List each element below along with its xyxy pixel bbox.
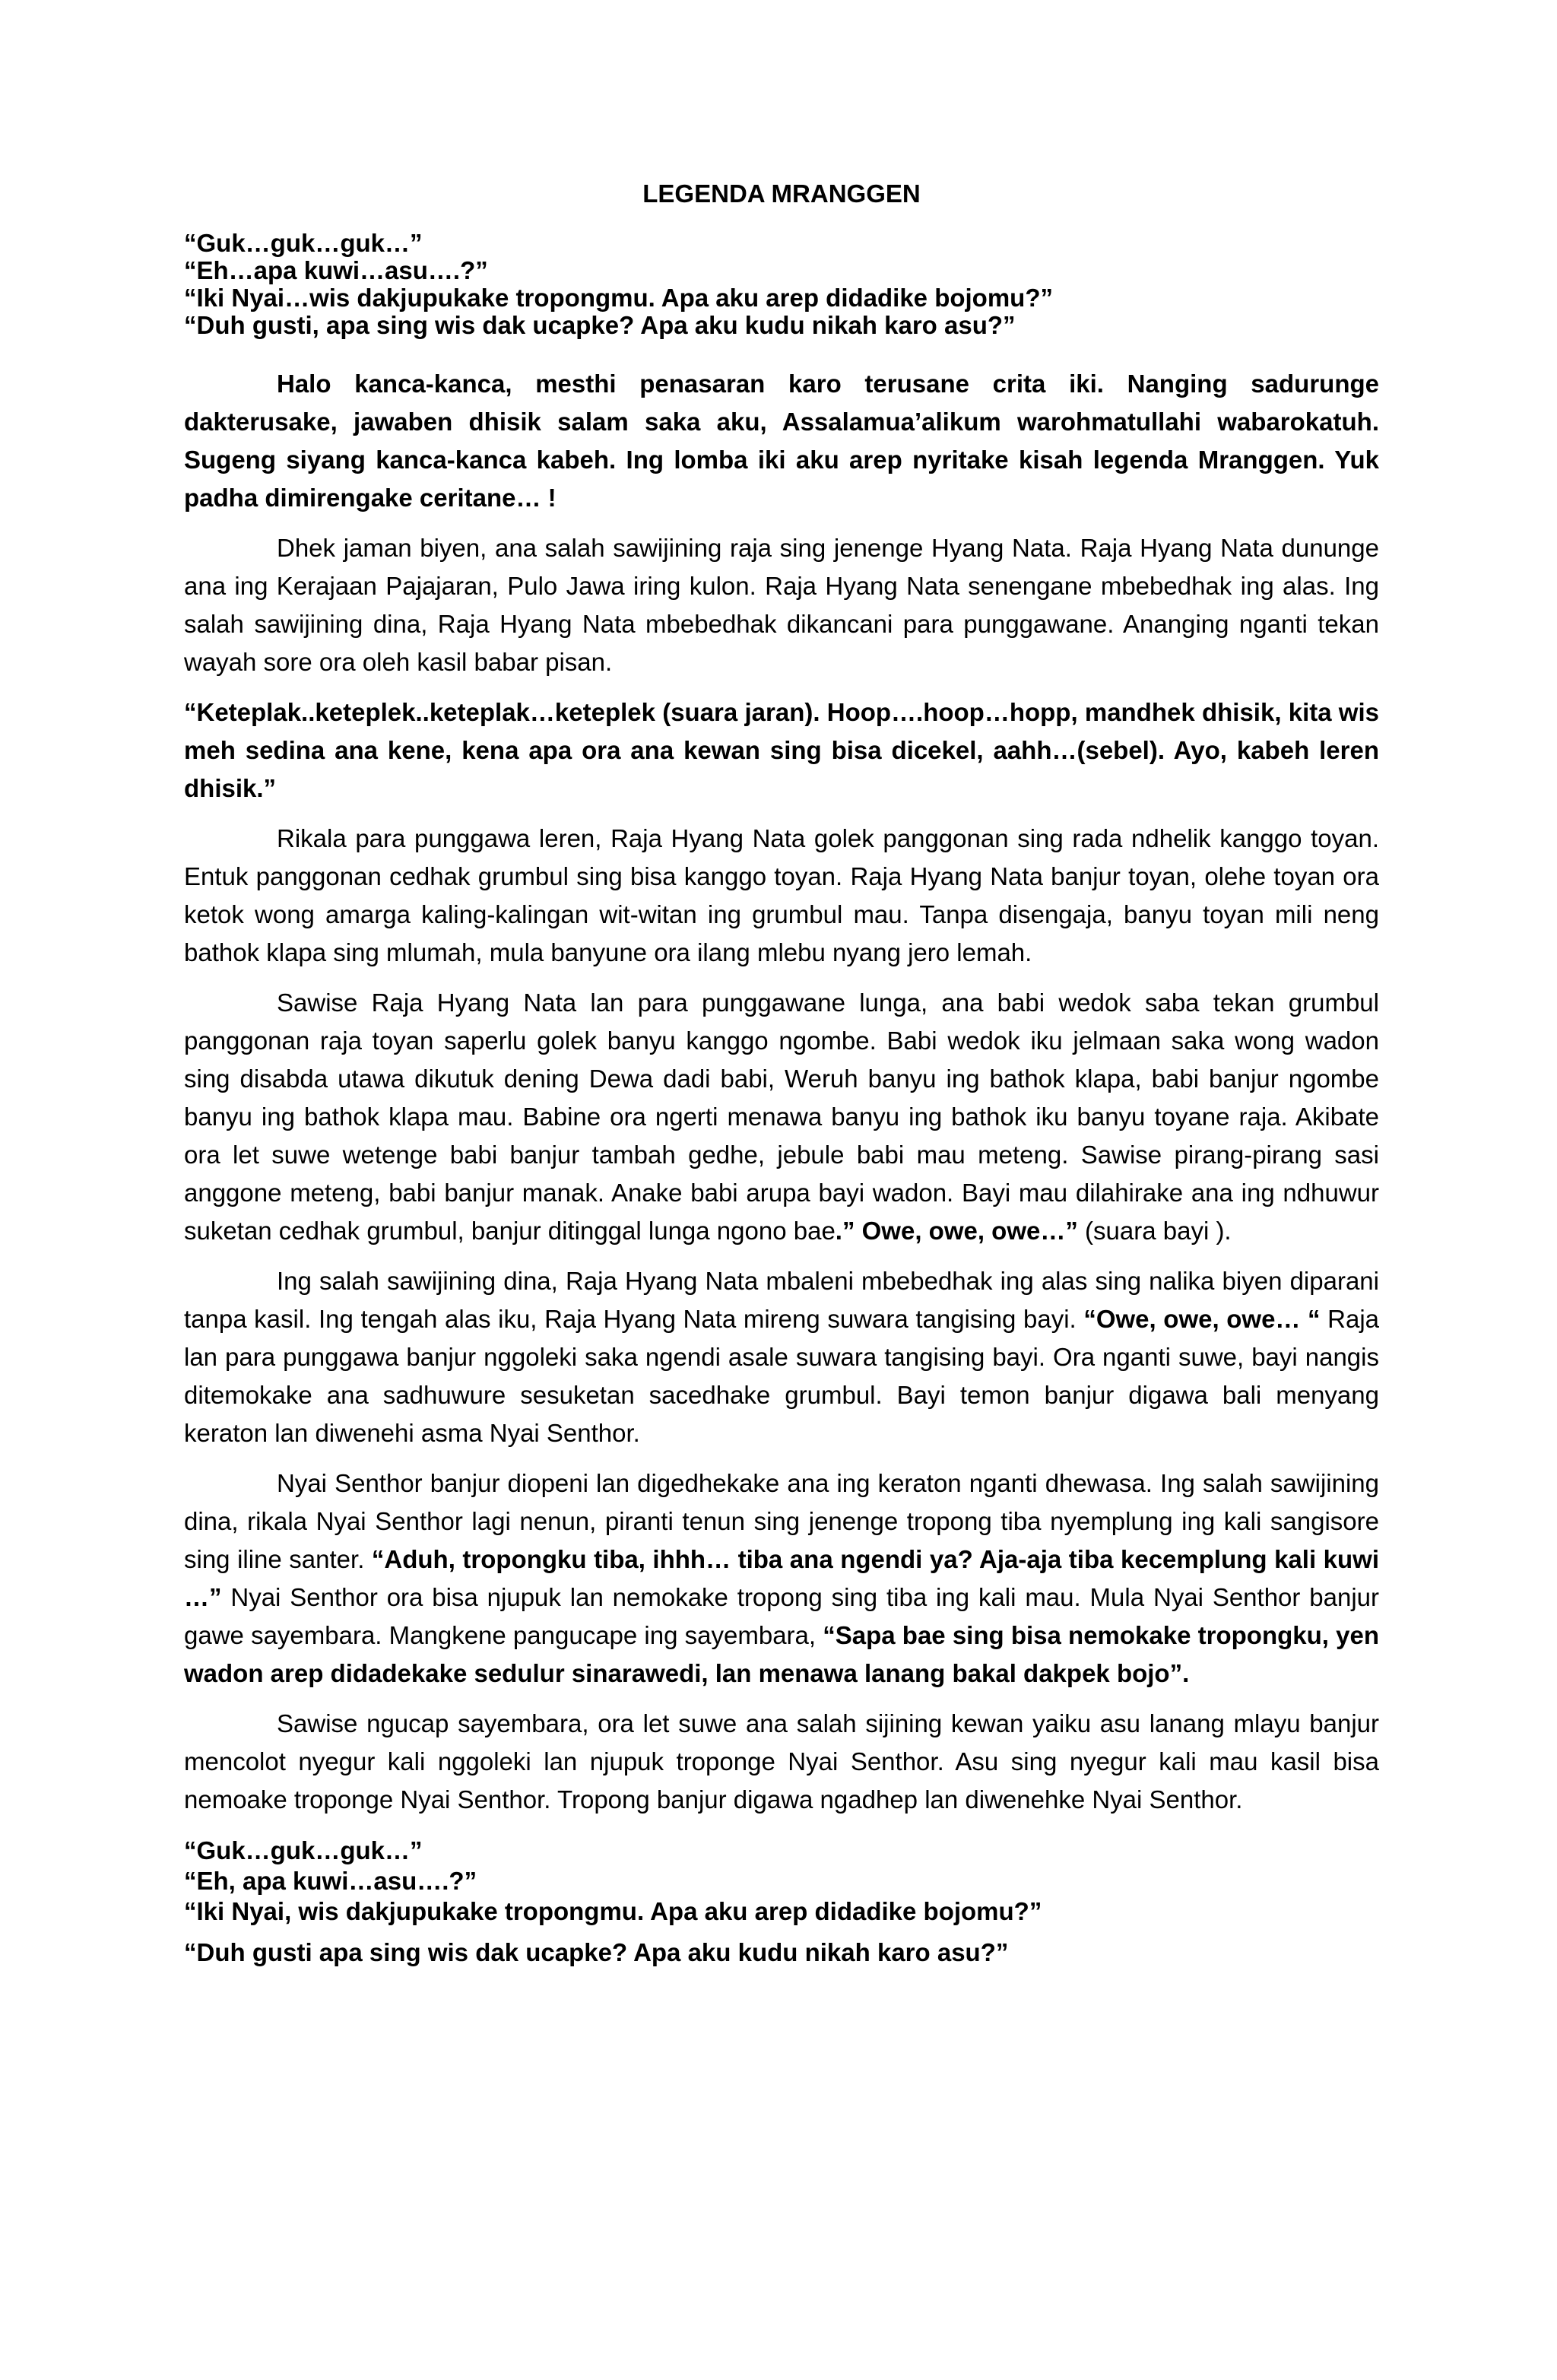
paragraph-3: Rikala para punggawa leren, Raja Hyang Nata golek panggonan sing rada ndhelik kanggo toyan. Entuk panggonan cedhak grumbul sing bisa kanggo toyan. Raja Hyang Nata banjur toyan, olehe toyan ora ketok wong amarga kaling-kalingan wit-witan ing grumbul mau. Tanpa disengaja, banyu toyan mili neng bathok klapa sing mlumah, mula banyune ora ilang mlebu nyang jero lemah. (184, 824, 1379, 966)
paragraph-4-baby-cry: .” Owe, owe, owe…” (835, 1217, 1078, 1245)
closing-dialog (184, 1836, 1379, 1968)
document-title: LEGENDA MRANGGEN (642, 179, 921, 208)
paragraph-6-text-a: Nyai Senthor banjur diopeni lan digedhekake ana ing keraton nganti dhewasa. Ing salah sawijining dina, rikala Nyai Senthor lagi nenun, piranti tenun sing jenenge tropong tiba nyemplung ing kali sangisore sing iline santer. (184, 1469, 1379, 1573)
paragraph-6-quote-2: “Sapa bae sing bisa nemokake tropongku, yen wadon arep didadekake sedulur sinarawedi, lan menawa lanang bakal dakpek bojo”. (184, 1621, 1379, 1687)
paragraph-6-text-b: Nyai Senthor ora bisa njupuk lan nemokake tropong sing tiba ing kali mau. Mula Nyai Senthor banjur gawe sayembara. Mangkene pangucape ing sayembara, (184, 1583, 1379, 1649)
opening-dialog (184, 230, 1379, 339)
paragraph-1: Dhek jaman biyen, ana salah sawijining raja sing jenenge Hyang Nata. Raja Hyang Nata dununge ana ing Kerajaan Pajajaran, Pulo Jawa iring kulon. Raja Hyang Nata senengane mbebedhak ing alas. Ing salah sawijining dina, Raja Hyang Nata mbebedhak dikancani para punggawane. Ananging nganti tekan wayah sore ora oleh kasil babar pisan. (184, 534, 1379, 676)
dialog-line: “Guk…guk…guk…” (184, 1836, 423, 1864)
paragraph-4-tail: (suara bayi ). (1077, 1217, 1232, 1245)
paragraph-7: Sawise ngucap sayembara, ora let suwe ana salah sijining kewan yaiku asu lanang mlayu banjur mencolot nyegur kali nggoleki lan njupuk troponge Nyai Senthor. Asu sing nyegur kali mau kasil bisa nemoake troponge Nyai Senthor. Tropong banjur digawa ngadhep lan diwenehke Nyai Senthor. (184, 1709, 1379, 1814)
dialog-line: “Duh gusti, apa sing wis dak ucapke? Apa aku kudu nikah karo asu?” (184, 311, 1016, 339)
paragraph-6 (184, 1464, 1379, 1693)
paragraph-6-quote-1: “Aduh, tropongku tiba, ihhh… tiba ana ngendi ya? Aja-aja tiba kecemplung kali kuwi …” (184, 1545, 1380, 1611)
paragraph-5-text-a: Ing salah sawijining dina, Raja Hyang Nata mbaleni mbebedhak ing alas sing nalika biyen diparani tanpa kasil. Ing tengah alas iku, Raja Hyang Nata mireng suwara tangising bayi. (184, 1267, 1379, 1333)
paragraph-4-text: Sawise Raja Hyang Nata lan para punggawane lunga, ana babi wedok saba tekan grumbul panggonan raja toyan saperlu golek banyu kanggo ngombe. Babi wedok iku jelmaan saka wong wadon sing disabda utawa dikutuk dening Dewa dadi babi, Weruh banyu ing bathok klapa, babi banjur ngombe banyu ing bathok klapa mau. Babine ora ngerti menawa banyu ing bathok iku banyu toyane raja. Akibate ora let suwe wetenge babi banjur tambah gedhe, jebule babi mau meteng. Sawise pirang-pirang sasi anggone meteng, babi banjur manak. Anake babi arupa bayi wadon. Bayi mau dilahirake ana ing ndhuwur suketan cedhak grumbul, banjur ditinggal lunga ngono bae (184, 988, 1379, 1245)
dialog-line: “Eh, apa kuwi…asu….?” (184, 1867, 477, 1895)
paragraph-5-baby-cry: “Owe, owe, owe… “ (1083, 1305, 1321, 1333)
dialog-line: “Duh gusti apa sing wis dak ucapke? Apa aku kudu nikah karo asu?” (184, 1938, 1009, 1966)
dialog-line: “Guk…guk…guk…” (184, 229, 423, 257)
dialog-line: “Iki Nyai, wis dakjupukake tropongmu. Apa aku arep didadike bojomu?” (184, 1897, 1042, 1925)
dialog-line: “Eh…apa kuwi…asu….?” (184, 256, 488, 284)
paragraph-5 (184, 1262, 1379, 1452)
document-body (184, 176, 1379, 1968)
intro-paragraph: Halo kanca-kanca, mesthi penasaran karo terusane crita iki. Nanging sadurunge dakterusake, jawaben dhisik salam saka aku, Assalamua’alikum warohmatullahi wabarokatuh. Sugeng siyang kanca-kanca kabeh. Ing lomba iki aku arep nyritake kisah legenda Mranggen. Yuk padha dimirengake ceritane… ! (184, 370, 1379, 512)
paragraph-4 (184, 984, 1379, 1250)
paragraph-2-dialog: “Keteplak..keteplek..keteplak…keteplek (suara jaran). Hoop….hoop…hopp, mandhek dhisik, kita wis meh sedina ana kene, kena apa ora ana kewan sing bisa dicekel, aahh…(sebel). Ayo, kabeh leren dhisik.” (184, 698, 1379, 802)
paragraph-5-text-b: Raja lan para punggawa banjur nggoleki saka ngendi asale suwara tangising bayi. Ora nganti suwe, bayi nangis ditemokake ana sadhuwure sesuketan sacedhake grumbul. Bayi temon banjur digawa bali menyang keraton lan diwenehi asma Nyai Senthor. (184, 1305, 1380, 1447)
dialog-line: “Iki Nyai…wis dakjupukake tropongmu. Apa aku arep didadike bojomu?” (184, 284, 1053, 312)
